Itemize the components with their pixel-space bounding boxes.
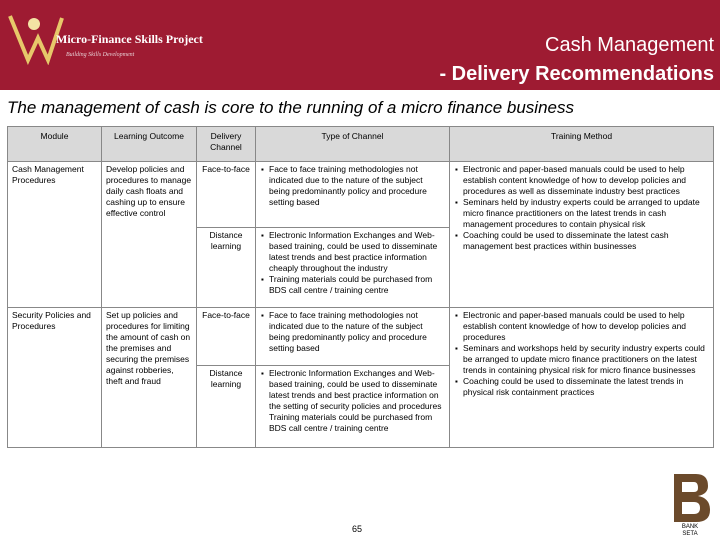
module-cell: Cash Management Procedures: [8, 162, 102, 308]
header-training-method: Training Method: [450, 127, 714, 162]
logo-text: Micro-Finance Skills Project: [56, 32, 203, 46]
method-item: ▪ Electronic and paper-based manuals could be used to help establish content knowledge of how to develop policies and procedures: [463, 310, 709, 343]
page-title-line2: - Delivery Recommendations: [439, 63, 714, 85]
header-banner: [0, 0, 720, 90]
delivery-table: [7, 126, 714, 448]
type-item: ▪ Electronic Information Exchanges and Web-based training, could be used to disseminate latest trends and best practice information cheaply throughout the industry: [269, 230, 445, 274]
method-item: ▪ Coaching could be used to disseminate the latest cash management best practices within businesses: [463, 230, 709, 252]
page-number: 65: [352, 524, 363, 534]
header-module: Module: [8, 127, 102, 162]
method-item: ▪ Seminars and workshops held by security industry experts could be arranged to update micro finance practitioners on the latest trends in containing physical risk for micro finance businesses: [463, 343, 709, 376]
header-delivery-channel: Delivery Channel: [197, 127, 256, 162]
page-subtitle: The management of cash is core to the running of a micro finance business: [7, 98, 574, 117]
bank-seta-logo: [666, 470, 714, 536]
channel-cell: Face-to-face: [197, 162, 256, 228]
channel-cell: Distance learning: [197, 228, 256, 308]
channel-cell: Distance learning: [197, 366, 256, 448]
table-row: [8, 308, 714, 366]
bank-logo-line1: BANK: [681, 524, 699, 530]
method-item: ▪ Coaching could be used to disseminate the latest trends in physical risk containment practices: [463, 376, 709, 398]
type-item: ▪ Face to face training methodologies not indicated due to the nature of the subject being predominantly policy and procedure setting based: [269, 164, 445, 208]
method-cell: [450, 308, 714, 448]
type-cell: [256, 308, 450, 366]
outcome-cell: Set up policies and procedures for limiting the amount of cash on the premises and securing the premises against robberies, theft and fraud: [102, 308, 197, 448]
logo-subtext: Building Skills Development: [66, 52, 135, 58]
method-cell: [450, 162, 714, 308]
outcome-cell: Develop policies and procedures to manage daily cash floats and cashing up to ensure effective control: [102, 162, 197, 308]
table-header-row: [8, 127, 714, 162]
page-title-line1: Cash Management: [545, 34, 714, 56]
method-item: ▪ Seminars held by industry experts could be arranged to update micro finance practitioners on the latest trends in cash management procedures to contain physical risk: [463, 197, 709, 230]
type-item: ▪ Electronic Information Exchanges and Web-based training, could be used to disseminate latest trends and best practice information on the setting of security policies and procedures Training materials could be purchased from BDS call centre / training centre: [269, 368, 445, 434]
type-cell: [256, 162, 450, 228]
type-cell: [256, 228, 450, 308]
delivery-table-wrap: [7, 126, 713, 442]
module-cell: Security Policies and Procedures: [8, 308, 102, 448]
type-item: ▪ Training materials could be purchased from BDS call centre / training centre: [269, 274, 445, 296]
type-cell: [256, 366, 450, 448]
header-type-of-channel: Type of Channel: [256, 127, 450, 162]
method-item: ▪ Electronic and paper-based manuals could be used to help establish content knowledge of how to develop policies and procedures as well as disseminate industry best practices: [463, 164, 709, 197]
header-learning-outcome: Learning Outcome: [102, 127, 197, 162]
table-row: [8, 162, 714, 228]
bank-logo-line2: SETA: [682, 531, 698, 536]
channel-cell: Face-to-face: [197, 308, 256, 366]
type-item: ▪ Face to face training methodologies not indicated due to the nature of the subject being predominantly policy and procedure setting based: [269, 310, 445, 354]
